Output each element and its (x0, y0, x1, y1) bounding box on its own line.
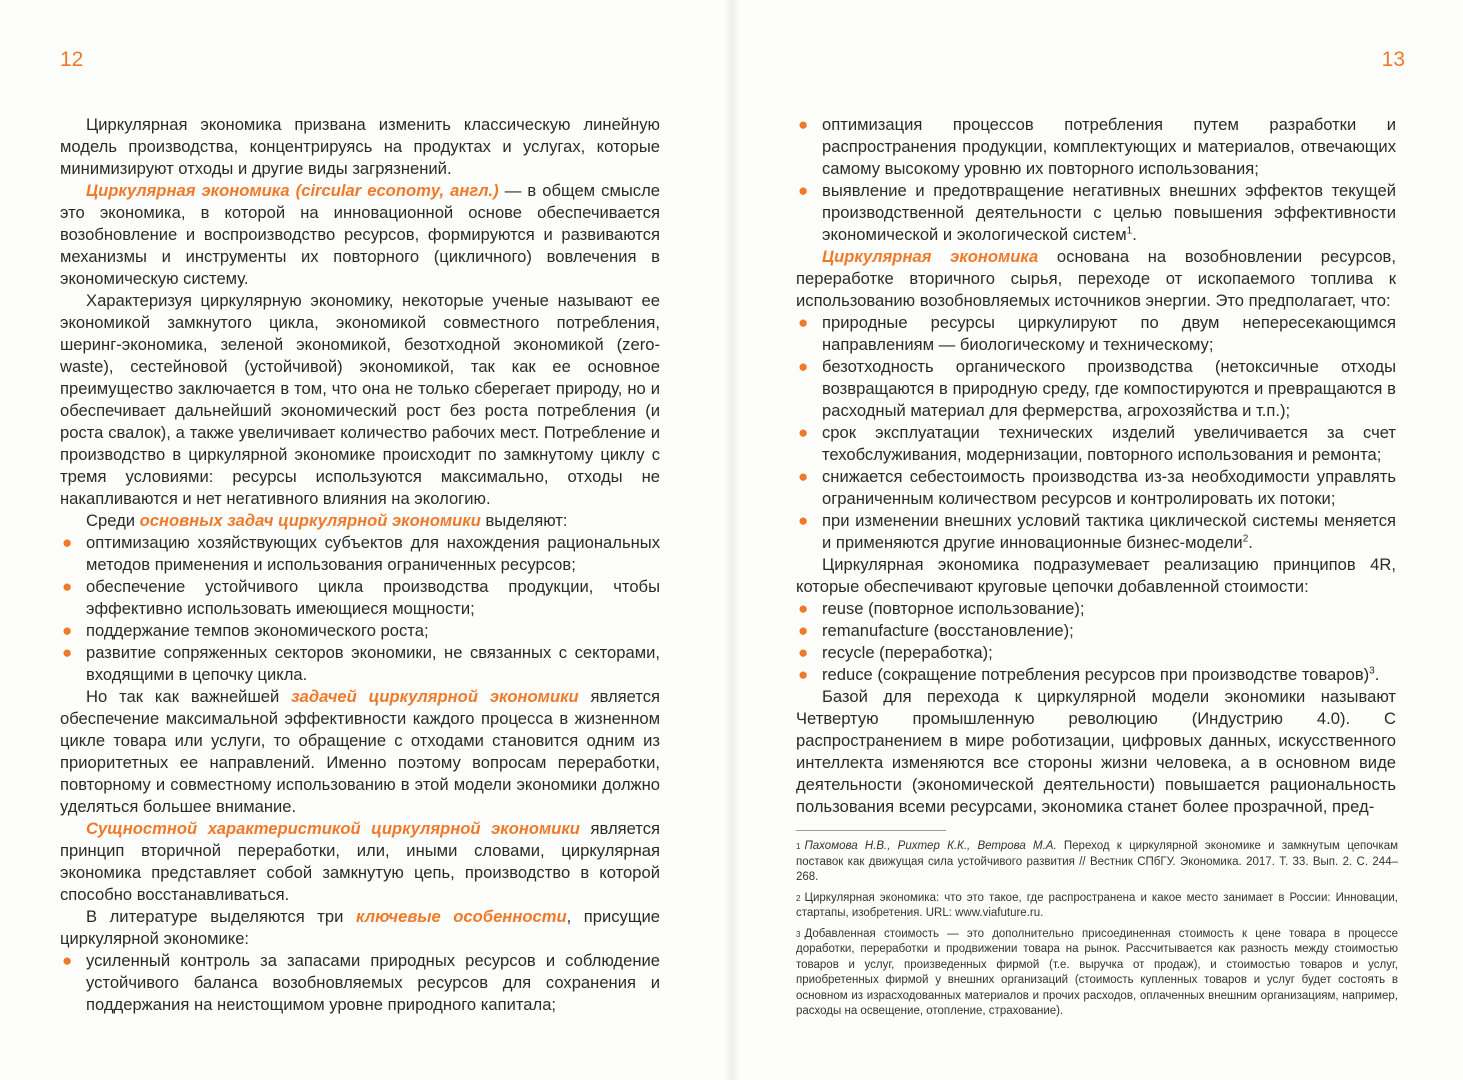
bullet-icon: ● (798, 115, 809, 134)
bullet-icon: ● (798, 181, 809, 200)
footnote (796, 891, 1398, 922)
bullet-icon: ● (62, 621, 73, 640)
list-item-text: усиленный контроль за запасами природных ресурсов и соблюдение устойчивого баланса возобновляемых ресурсов для сохранения и поддержания на неистощимом уровне природного капитала; (86, 951, 660, 1014)
bullet-list (796, 312, 1396, 554)
bullet-list (796, 114, 1396, 246)
bullet-icon: ● (62, 577, 73, 596)
left-page (0, 0, 728, 1080)
bullet-icon: ● (798, 599, 809, 618)
footnote-divider (796, 830, 946, 831)
footnote-mark: 2 (796, 893, 801, 903)
list-item (796, 422, 1396, 466)
bullet-icon: ● (798, 621, 809, 640)
paragraph-text: Среди (86, 511, 140, 530)
highlighted-term: Циркулярная экономика (822, 247, 1039, 266)
bullet-icon: ● (798, 423, 809, 442)
paragraph (60, 510, 660, 532)
list-item-text: при изменении внешних условий тактика циклической системы меняется и применяются другие инновационные бизнес-модели (822, 511, 1396, 552)
list-item: ● выявление и предотвращение негативных внешних эффектов текущей производственной деятельности с целью повышения эффективности экономической и экологической систем$^1$. (798, 181, 1396, 244)
list-item (796, 114, 1396, 180)
list-item-text: выявление и предотвращение негативных внешних эффектов текущей производственной деятельности с целью повышения эффективности экономической и экологической систем (822, 181, 1396, 244)
highlighted-term: основных задач циркулярной экономики (139, 511, 481, 530)
footnote-text: Переход к циркулярной экономике и замкнутым цепочкам поставок как движущая сила устойчивого развития // Вестник СПбГУ. Экономика. 2017. Т. 33. Вып. 2. С. 244–268. (796, 840, 1398, 883)
footnote-authors: Пахомова Н.В., Рихтер К.К., Ветрова М.А. (804, 840, 1057, 852)
highlighted-term: ключевые особенности (355, 907, 567, 926)
list-item-text: безотходность органического производства (нетоксичные отходы возвращаются в природную среду, где компостируются и превращаются в расходный материал для фермерства, агрохозяйства и т.п.); (822, 357, 1396, 420)
list-item (796, 356, 1396, 422)
list-item (60, 576, 660, 620)
page-number-left: 12 (60, 48, 84, 71)
paragraph (60, 180, 660, 290)
paragraph (60, 686, 660, 818)
list-item-text: reuse (повторное использование); (822, 599, 1085, 618)
list-item-text: recycle (переработка); (822, 643, 993, 662)
paragraph (60, 906, 660, 950)
list-item-text: оптимизацию хозяйствующих субъектов для нахождения рациональных методов применения и использования ограниченных ресурсов; (86, 533, 660, 574)
footnote-text: Добавленная стоимость — это дополнительно присоединенная стоимость к цене товара в процессе доработки, переработки и продвижении товара на рынок. Рассчитывается как разность между стоимостью товаров и услуг, произведенных фирмой (т.е. выручка от продаж), и стоимостью товаров и услуг, приобретенных фирмой у внешних организаций (стоимость купленных товаров и услуг будет состоять в основном из израсходованных материалов и прочих расходов, оплаченных внешним организациям, например, расходы на освещение, отопление, страхование). (796, 927, 1398, 1017)
footnote-ref[interactable]: 2 (1242, 533, 1249, 545)
list-item (796, 620, 1396, 642)
list-item (796, 312, 1396, 356)
bullet-icon: ● (798, 643, 809, 662)
right-page-body (796, 114, 1396, 818)
bullet-icon: ● (62, 643, 73, 662)
list-item-text: срок эксплуатации технических изделий увеличивается за счет техобслуживания, модернизации, повторного использования и ремонта; (822, 423, 1396, 464)
list-item-text: природные ресурсы циркулируют по двум непересекающимся направлениям — биологическому и техническому; (822, 313, 1396, 354)
list-item-text: remanufacture (восстановление); (822, 621, 1074, 640)
list-item (60, 950, 660, 1016)
bullet-icon: ● (798, 357, 809, 376)
footnote-ref[interactable]: 3 (1369, 665, 1375, 677)
paragraph-text: выделяют: (480, 511, 568, 530)
bullet-icon: ● (798, 313, 809, 332)
list-item-text: поддержание темпов экономического роста; (86, 621, 429, 640)
page-number-right: 13 (1381, 48, 1405, 71)
paragraph (60, 818, 660, 906)
highlighted-term: Сущностной характеристикой циркулярной экономики (86, 819, 580, 838)
paragraph: Циркулярная экономика призвана изменить классическую линейную модель производства, концентрируясь на продуктах и услугах, которые минимизируют отходы и другие виды загрязнений. (60, 115, 660, 178)
bullet-icon: ● (798, 467, 809, 486)
footnotes (796, 830, 1398, 1025)
list-item (796, 598, 1396, 620)
list-item-text: обеспечение устойчивого цикла производства продукции, чтобы эффективно использовать имеющиеся мощности; (86, 577, 660, 618)
list-item: ● при изменении внешних условий тактика циклической системы меняется и применяются другие инновационные бизнес-модели$^2$. (798, 511, 1396, 552)
list-item-text: развитие сопряженных секторов экономики, не связанных с секторами, входящими в цепочку цикла. (86, 643, 660, 684)
bullet-list (60, 950, 660, 1016)
list-item: ● reduce (сокращение потребления ресурсов при производстве товаров)$^3$. (798, 665, 1380, 684)
list-item-text: оптимизация процессов потребления путем разработки и распространения продукции, комплектующих и материалов, отвечающих самому высокому уровню их повторного использования; (822, 115, 1396, 178)
list-item-text: снижается себестоимость производства из-за необходимости управлять ограниченным количеством ресурсов и контролировать их потоки; (822, 467, 1396, 508)
footnote-mark: 1 (796, 842, 801, 851)
footnote-text: Циркулярная экономика: что это такое, где распространена и какое место занимает в России: Инновации, стартапы, изобретения. URL: www.viafuture.ru. (796, 891, 1398, 919)
bullet-icon: ● (62, 533, 73, 552)
paragraph-text: , присущие циркулярной экономике: (60, 907, 660, 948)
bullet-list (796, 598, 1396, 686)
left-page-body (60, 114, 660, 1016)
list-item (796, 466, 1396, 510)
paragraph: Базой для перехода к циркулярной модели экономики называют Четвертую промышленную революцию (Индустрию 4.0). С распространением в мире роботизации, цифровых данных, искусственного интеллекта изменяются все стороны жизни человека, а в основном виде деятельности (экономической деятельности) повышается рациональность пользования всеми ресурсами, экономика станет более прозрачной, пред- (796, 687, 1396, 816)
paragraph-text: Но так как важнейшей (86, 687, 292, 706)
footnote-ref[interactable]: 1 (1126, 225, 1133, 237)
paragraph-text: — в общем смысле это экономика, в которой на инновационной основе обеспечивается возобновление и воспроизводство ресурсов, формируются и развиваются механизмы и инструменты их повторного (цикличного) вовлечения в экономическую систему. (60, 181, 660, 288)
list-item (60, 532, 660, 576)
paragraph (796, 246, 1396, 312)
paragraph: Циркулярная экономика подразумевает реализацию принципов 4R, которые обеспечивают круговые цепочки добавленной стоимости: (796, 555, 1396, 596)
paragraph-text: основана на возобновлении ресурсов, переработке вторичного сырья, переходе от ископаемого топлива к использованию возобновляемых источников энергии. Это предполагает, что: (796, 247, 1396, 310)
paragraph-text: является обеспечение максимальной эффективности каждого процесса в жизненном цикле товара или услуги, то обращение с отходами становится одним из приоритетных ее направлений. Именно поэтому вопросам переработки, повторному и совместному использованию в этой модели экономики должно уделяться большее внимание. (60, 687, 660, 816)
list-item (60, 642, 660, 686)
footnote-mark: 3 (796, 929, 801, 939)
footnote (796, 839, 1398, 886)
paragraph-text: В литературе выделяются три (86, 907, 356, 926)
bullet-list (60, 532, 660, 686)
list-item (796, 642, 1396, 664)
bullet-icon: ● (798, 511, 809, 530)
list-item-text: reduce (сокращение потребления ресурсов при производстве товаров) (822, 665, 1370, 684)
bullet-icon: ● (798, 665, 809, 684)
highlighted-term: задачей циркулярной экономики (291, 687, 579, 706)
list-item (60, 620, 660, 642)
paragraph: Характеризуя циркулярную экономику, некоторые ученые называют ее экономикой замкнутого цикла, экономикой совместного потребления, шеринг-экономика, зеленой экономикой, безотходной экономикой (zero-waste), сестейновой (устойчивой) экономикой, так как ее основное преимущество заключается в том, что она не только сберегает природу, но и обеспечивает дальнейший экономический рост без роста потребления (и роста свалок), а также увеличивает количество рабочих мест. Потребление и производство в циркулярной экономике происходит по замкнутому циклу с тремя условиями: ресурсы используются максимально, отходы не накапливаются и нет негативного влияния на экологию. (60, 291, 660, 508)
paragraph-text: является принцип вторичной переработки, или, иными словами, циркулярная экономика представляет собой замкнутую цепь, производство в которой способно восстанавливаться. (60, 819, 660, 904)
highlighted-term: Циркулярная экономика (circular economy, англ.) (86, 181, 499, 200)
bullet-icon: ● (62, 951, 73, 970)
footnote (796, 927, 1398, 1020)
